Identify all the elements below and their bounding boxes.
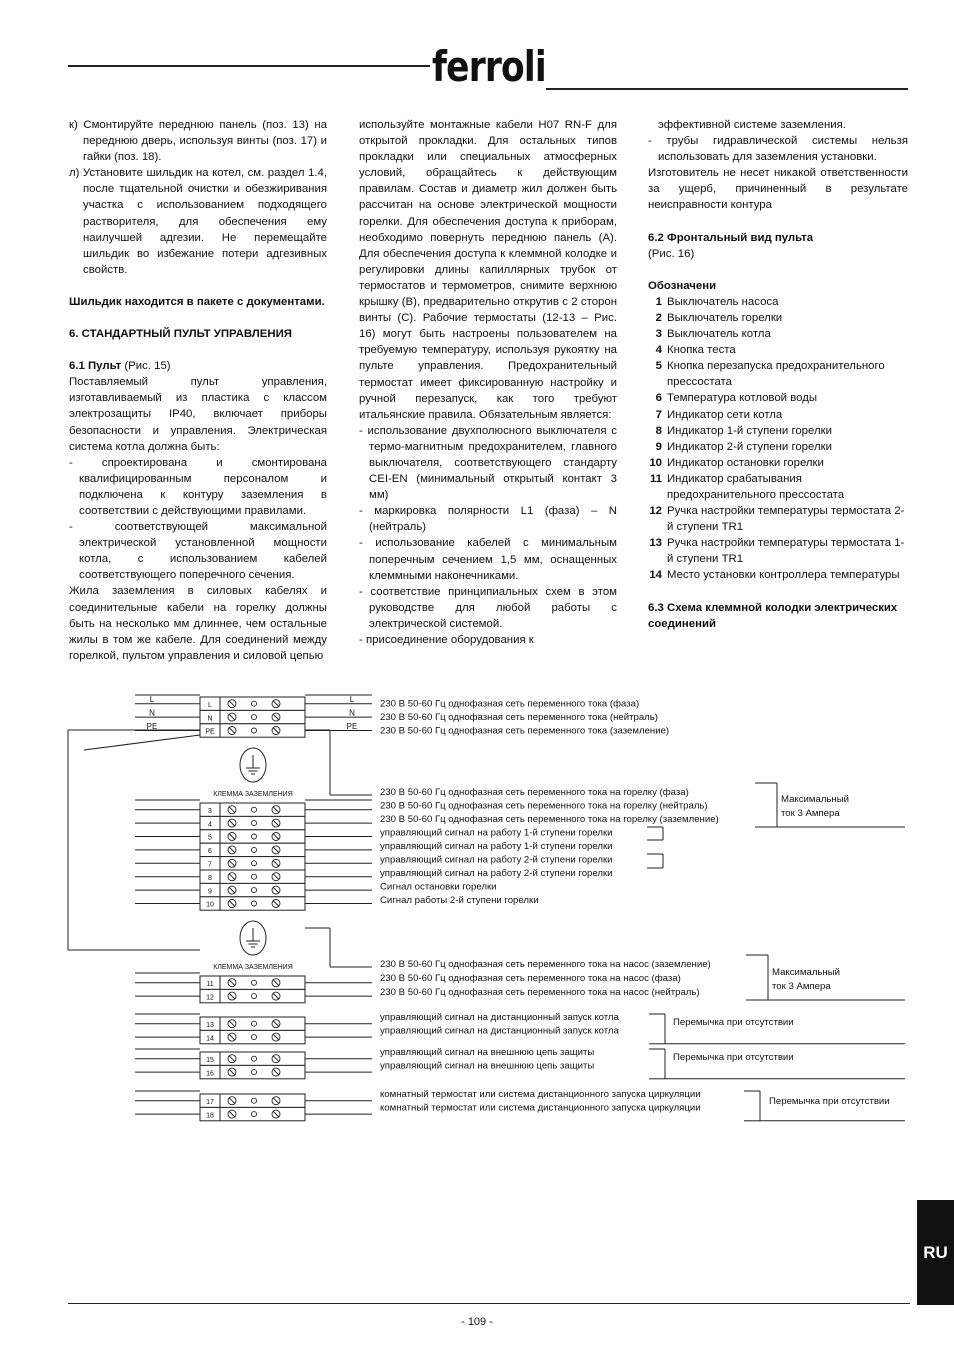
legend-list	[648, 294, 908, 584]
column-3	[648, 117, 908, 632]
protection-description: управляющий сигнал на внешнюю цепь защиты	[380, 1047, 595, 1058]
burner-description: 230 В 50-60 Гц однофазная сеть переменного тока на горелку (заземление)	[380, 814, 719, 825]
protection-description: управляющий сигнал на внешнюю цепь защиты	[380, 1060, 595, 1072]
terminal-number: 12	[206, 994, 214, 1002]
bullet-power: - соответствующей максимальной электрической установленной мощности котла, с использованием кабелей соответствующего поперечного сечения.	[69, 521, 327, 582]
paragraph-cables: используйте монтажные кабели H07 RN-F для открытой прокладки. Для остальных типов прокладки или специальных атмосферных условий, обращайтесь к действующим правилам. Состав и диаметр жил должен быть рассчитан на основе электрической мощности горелки. Для обеспечения доступа к приборам, необходимо повернуть переднюю панель (A). Для обеспечения доступа к клеммной колодке и регулировки длины капиллярных трубок от термостатов и термометров, снимите верхнюю крышку (B), предварительно открутив с 2 сторон винты (C). Рабочие термостаты (12-13 – Рис. 16) могут быть настроены пользователем на требуемую температуру, используя рукоятку на пульте управления. Предохранительный термостат имеет фиксированную настройку и ручной перезапуск, как того требуют итальянские правила. Обязательным является:	[359, 119, 617, 421]
jumper-label: Перемычка при отсутствии	[769, 1096, 890, 1107]
burner-terminal	[200, 843, 305, 856]
step-l-text: Установите шильдик на котел, см. раздел 1.4, после тщательной очистки и обезжиривания участка с использованием подходящего растворителя, для обеспечения ему наилучшей адгезии. Не перемещайте шильдик во избежание потери адгезивных свойств.	[82, 167, 327, 276]
pe-wire	[84, 735, 200, 750]
header-rule-left	[68, 65, 430, 67]
bullet-polarity: - маркировка полярности L1 (фаза) – N (нейтраль)	[359, 505, 617, 534]
remote-terminal	[200, 1017, 305, 1030]
terminal-number: 18	[206, 1112, 214, 1120]
burner-description: управляющий сигнал на работу 1-й ступени горелки	[380, 841, 613, 852]
legend-item: 12 Ручка настройки температуры термостата 2-й ступени TR1	[649, 505, 905, 534]
legend-item: 11 Индикатор срабатывания предохранительного прессостата	[649, 472, 845, 501]
remote-terminal	[200, 1030, 305, 1043]
burner-terminal	[200, 883, 305, 896]
remote-description: управляющий сигнал на дистанционный запуск котла	[380, 1025, 619, 1037]
legend-item: 7 Индикатор сети котла	[655, 408, 783, 421]
max-current-label: ток 3 Ампера	[781, 808, 840, 819]
terminal-number: 14	[206, 1035, 214, 1043]
terminal-number: 10	[206, 901, 214, 909]
step-l-marker: л)	[69, 167, 80, 180]
room-thermostat-description: комнатный термостат или система дистанционного запуска циркуляции	[380, 1089, 701, 1100]
ground-label: КЛЕММА ЗАЗЕМЛЕНИЯ	[213, 791, 293, 798]
legend-item: 5 Кнопка перезапуска предохранительного прессостата	[655, 360, 885, 389]
burner-terminal	[200, 870, 305, 883]
section-6-2-ref: (Рис. 16)	[648, 247, 695, 260]
mains-description: 230 В 50-60 Гц однофазная сеть переменного тока (нейтраль)	[380, 712, 658, 724]
terminal-wiring-diagram	[0, 680, 954, 1140]
header-rule-right	[546, 88, 908, 90]
terminal-number: 5	[208, 834, 212, 842]
mains-terminal	[200, 697, 305, 710]
mains-description: 230 В 50-60 Гц однофазная сеть переменного тока (фаза)	[380, 698, 640, 710]
mains-left-label: L	[149, 695, 155, 705]
bullet-cable-section: - использование кабелей с минимальным поперечным сечением 1,5 мм, оснащенных клеммными наконечниками.	[359, 537, 617, 582]
mains-terminal	[200, 724, 305, 737]
pump-description: 230 В 50-60 Гц однофазная сеть переменного тока на насос (нейтраль)	[380, 987, 700, 998]
burner-description: управляющий сигнал на работу 2-й ступени горелки	[380, 854, 613, 866]
remote-description: управляющий сигнал на дистанционный запуск котла	[380, 1012, 619, 1023]
footer-rule	[68, 1303, 910, 1304]
burner-terminal	[200, 803, 305, 816]
terminal-number: 11	[206, 980, 214, 988]
burner-description: 230 В 50-60 Гц однофазная сеть переменного тока на горелку (фаза)	[380, 787, 689, 798]
page-number: - 109 -	[461, 1316, 493, 1328]
legend-item: 2 Выключатель горелки	[655, 311, 783, 324]
ground-label: КЛЕММА ЗАЗЕМЛЕНИЯ	[213, 964, 293, 971]
terminal-number: 7	[208, 861, 212, 869]
max-current-label: ток 3 Ампера	[772, 981, 831, 992]
burner-description: управляющий сигнал на работу 2-й ступени горелки	[380, 868, 613, 879]
language-tab: RU	[917, 1200, 954, 1305]
step-k-text: Смонтируйте переднюю панель (поз. 13) на переднюю дверь, используя винты (поз. 17) и гайки (поз. 18).	[83, 119, 327, 164]
terminal-number: 4	[208, 821, 212, 829]
jumper-label: Перемычка при отсутствии	[673, 1052, 794, 1063]
legend-item: 8 Индикатор 1-й ступени горелки	[655, 424, 832, 437]
mains-left-label: PE	[146, 722, 158, 731]
legend-item: 13 Ручка настройки температуры термостата 1-й ступени TR1	[649, 537, 905, 566]
step-k-marker: к)	[69, 119, 78, 131]
legend-item: 4 Кнопка теста	[655, 344, 736, 357]
terminal-number: 9	[208, 888, 212, 896]
earthing-continuation: эффективной системе заземления.	[658, 119, 846, 131]
mains-description: 230 В 50-60 Гц однофазная сеть переменного тока (заземление)	[380, 725, 670, 737]
terminal-number: 15	[206, 1056, 214, 1064]
section-6-1-ref: (Рис. 15)	[121, 360, 171, 373]
paragraph-liability: Изготовитель не несет никакой ответственности за ущерб, причиненный в результате неисправности контура	[648, 167, 908, 212]
legend-item: 6 Температура котловой воды	[655, 392, 818, 405]
bullet-pipes: - трубы гидравлической системы нельзя использовать для заземления установки.	[648, 135, 908, 164]
burner-terminal	[200, 857, 305, 870]
paragraph-ground: Жила заземления в силовых кабелях и соединительные кабели на горелку должны быть на несколько мм длиннее, чем остальные жилы в том же кабеле. Для соединений между горелкой, пультом управления и силовой цепью	[69, 585, 327, 662]
bullet-earthing: - присоединение оборудования к	[359, 634, 534, 646]
burner-terminal	[200, 897, 305, 910]
mains-right-label: PE	[346, 722, 358, 731]
pump-description: 230 В 50-60 Гц однофазная сеть переменного тока на насос (фаза)	[380, 973, 681, 984]
column-2	[359, 117, 617, 648]
pump-description: 230 В 50-60 Гц однофазная сеть переменного тока на насос (заземление)	[380, 959, 711, 970]
step-l	[69, 165, 327, 278]
bullet-schematics: - соответствие принципиальных схем в этом руководстве для любой работы с электрической системой.	[359, 585, 617, 630]
section-6-title: 6. СТАНДАРТНЫЙ ПУЛЬТ УПРАВЛЕНИЯ	[69, 328, 292, 341]
legend-item: 1 Выключатель насоса	[655, 295, 779, 308]
section-6-1-heading	[69, 358, 327, 374]
terminal-number: N	[207, 715, 213, 723]
column-1	[69, 117, 327, 664]
mains-right-label: N	[349, 708, 355, 718]
room-thermostat-terminal	[200, 1094, 305, 1107]
burner-terminal	[200, 830, 305, 843]
mains-left-label: N	[149, 708, 155, 718]
paragraph-6-1: Поставляемый пульт управления, изготавливаемый из пластика с классом электрозащиты IP40, включает приборы безопасности и управления. Электрическая система котла должна быть:	[69, 376, 327, 453]
mains-terminal	[200, 710, 305, 723]
legend-item: 3 Выключатель котла	[655, 328, 771, 341]
section-6-3-title: 6.3 Схема клеммной колодки электрических соединений	[648, 601, 898, 630]
burner-description: управляющий сигнал на работу 1-й ступени горелки	[380, 827, 613, 839]
terminal-number: L	[208, 701, 212, 709]
jumper-label: Перемычка при отсутствии	[673, 1017, 794, 1028]
terminal-number: 6	[208, 848, 212, 856]
plate-note: Шильдик находится в пакете с документами.	[69, 295, 325, 308]
terminal-number: 3	[208, 807, 212, 815]
burner-terminal	[200, 816, 305, 829]
pump-terminal	[200, 976, 305, 989]
terminal-number: 16	[206, 1070, 214, 1078]
legend-item: 14 Место установки контроллера температуры	[649, 569, 900, 582]
terminal-number: PE	[205, 728, 215, 736]
terminal-number: 8	[208, 874, 212, 882]
room-thermostat-description: комнатный термостат или система дистанционного запуска циркуляции	[380, 1102, 701, 1114]
burner-description: 230 В 50-60 Гц однофазная сеть переменного тока на горелку (нейтраль)	[380, 800, 708, 812]
legend-item: 9 Индикатор 2-й ступени горелки	[655, 440, 832, 453]
section-6-2-title: 6.2 Фронтальный вид пульта	[648, 231, 814, 244]
section-6-1-title: 6.1 Пульт	[69, 360, 122, 373]
bullet-switch: - использование двухполюсного выключателя с термо-магнитным предохранителем, главного выключателя, соответствующего стандарту CEI-EN (минимальный открытый контакт 3 мм)	[359, 424, 617, 502]
pump-terminal	[200, 989, 305, 1002]
max-current-label: Максимальный	[781, 794, 849, 805]
terminal-number: 17	[206, 1098, 214, 1106]
burner-description: Сигнал работы 2-й ступени горелки	[380, 895, 539, 906]
protection-terminal	[200, 1065, 305, 1078]
max-current-label: Максимальный	[772, 967, 840, 978]
step-k	[69, 117, 327, 165]
bullet-designed: - спроектирована и смонтирована квалифицированным персоналом и подключена к контуру заземления в соответствии с действующими правилами.	[69, 456, 327, 517]
burner-description: Сигнал остановки горелки	[380, 881, 497, 893]
legend-item: 10 Индикатор остановки горелки	[649, 456, 824, 469]
room-thermostat-terminal	[200, 1107, 305, 1120]
legend-title: Обозначени	[648, 279, 717, 292]
mains-right-label: L	[349, 695, 355, 705]
protection-terminal	[200, 1052, 305, 1065]
terminal-number: 13	[206, 1021, 214, 1029]
brand-logo: ferroli	[432, 42, 546, 91]
